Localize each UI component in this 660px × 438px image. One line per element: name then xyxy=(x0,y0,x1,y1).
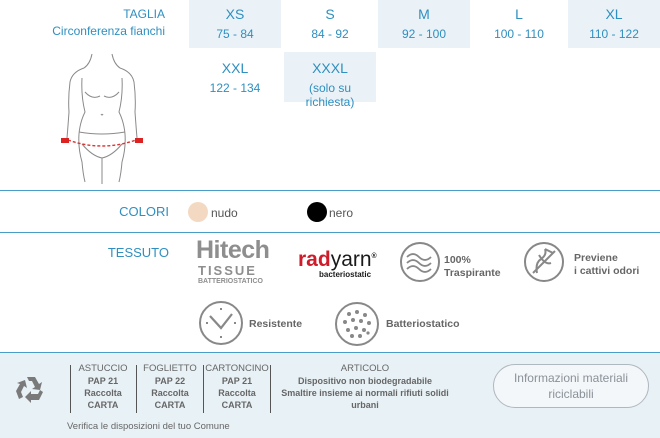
badge-breathable-text: 100% Traspirante xyxy=(444,254,501,279)
body-figure-illustration xyxy=(52,52,152,184)
size-range: 110 - 122 xyxy=(589,27,639,41)
size-cell-m xyxy=(378,0,470,48)
badge-odor-text: Previene i cattivi odori xyxy=(574,252,640,277)
size-label: XL xyxy=(605,6,623,22)
footer-col-foglietto: FOGLIETTO PAP 22 Raccolta CARTA xyxy=(143,363,197,410)
color-swatch-nudo[interactable] xyxy=(188,202,208,222)
recycling-footer xyxy=(0,353,660,438)
size-cell-l xyxy=(473,0,565,48)
colors-label: COLORI xyxy=(119,204,169,219)
column-divider xyxy=(136,365,137,413)
size-label: XXL xyxy=(221,60,249,76)
hip-header-label: Circonferenza fianchi xyxy=(52,24,165,38)
size-label: S xyxy=(325,6,335,22)
size-range: 75 - 84 xyxy=(216,27,254,41)
municipality-note: Verifica le disposizioni del tuo Comune xyxy=(67,421,230,432)
size-label: M xyxy=(418,6,430,22)
size-range: 100 - 110 xyxy=(494,27,544,41)
size-label: XXXL xyxy=(312,60,348,76)
fabric-label: TESSUTO xyxy=(107,245,169,260)
badge-resistant-text: Resistente xyxy=(249,318,303,330)
color-name: nudo xyxy=(211,206,238,220)
bacteria-icon xyxy=(334,301,380,347)
color-swatch-nero[interactable] xyxy=(307,202,327,222)
size-range: 92 - 100 xyxy=(401,27,447,41)
color-name: nero xyxy=(329,206,354,220)
size-label: L xyxy=(515,6,523,22)
size-label: XS xyxy=(225,6,245,22)
footer-col-cartoncino: CARTONCINO PAP 21 Raccolta CARTA xyxy=(205,363,269,410)
size-cell-xs xyxy=(189,0,281,48)
size-cell-xxxl xyxy=(284,52,376,109)
size-range: (solo su richiesta) xyxy=(305,81,355,109)
recycle-icon xyxy=(16,375,46,403)
size-cell-s xyxy=(284,0,376,48)
column-divider xyxy=(270,365,271,413)
size-range: 84 - 92 xyxy=(311,27,349,41)
size-range: 122 - 134 xyxy=(209,81,261,95)
footer-col-articolo: ARTICOLO Dispositivo non biodegradabile Smaltire insieme ai normali rifiuti solidi urbani xyxy=(281,363,449,410)
recyclable-materials-info-button[interactable]: Informazioni materiali riciclabili xyxy=(493,364,649,408)
size-header-label: TAGLIA xyxy=(123,7,165,21)
breathable-icon xyxy=(399,241,441,283)
clock-icon xyxy=(198,300,244,346)
size-cell-xl xyxy=(568,0,660,48)
size-cell-xxl xyxy=(189,52,281,100)
badge-bacteriostatic-text: Batteriostatico xyxy=(386,318,460,330)
section-divider xyxy=(0,190,660,191)
column-divider xyxy=(70,365,71,413)
footer-col-astuccio: ASTUCCIO PAP 21 Raccolta CARTA xyxy=(78,363,128,410)
odor-icon xyxy=(523,241,565,283)
section-divider xyxy=(0,232,660,233)
